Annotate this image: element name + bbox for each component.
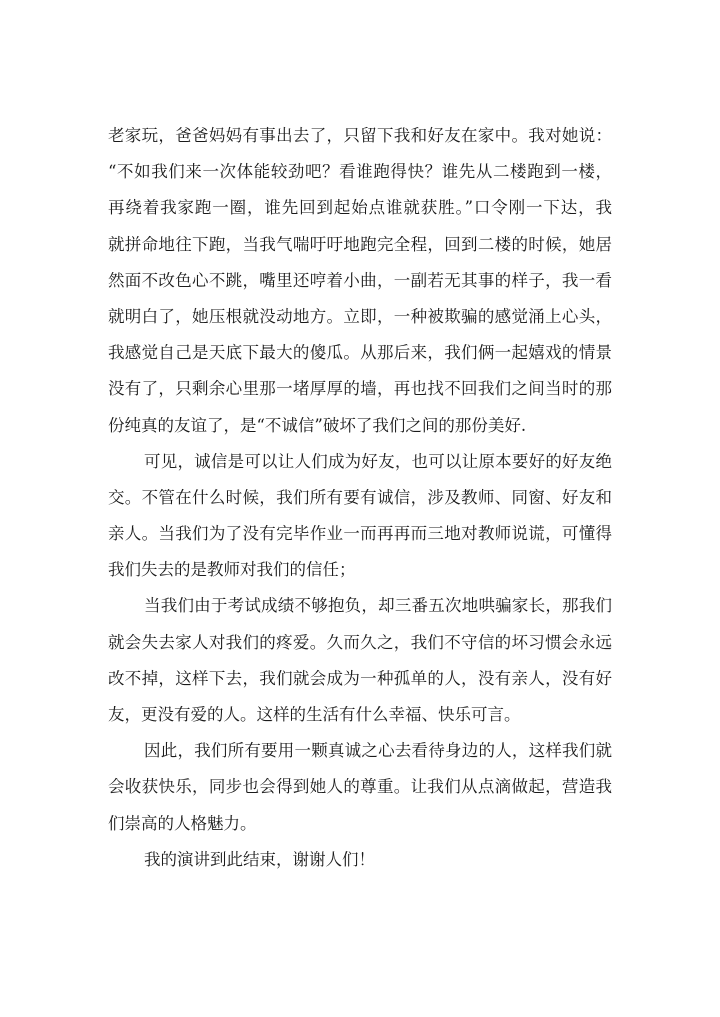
text-line: 我的演讲到此结束，谢谢人们！ xyxy=(144,849,375,869)
paragraph-parents xyxy=(108,588,612,733)
document-body xyxy=(108,118,612,878)
text-line: 改不掉，这样下去，我们就会成为一种孤单的人，没有亲人，没有好 xyxy=(108,668,612,688)
text-line: 份纯真的友谊了，是“不诚信”破坏了我们之间的那份美好. xyxy=(108,415,527,435)
text-line: 们崇高的人格魅力。 xyxy=(108,813,257,833)
text-line: 交。不管在什么时候，我们所有要有诚信，涉及教师、同窗、好友和 xyxy=(108,487,612,507)
paragraph-call-to-action xyxy=(108,733,612,842)
text-line: 再绕着我家跑一圈，谁先回到起始点谁就获胜。”口令刚一下达，我 xyxy=(108,198,612,218)
text-line: 然面不改色心不跳，嘴里还哼着小曲，一副若无其事的样子，我一看 xyxy=(108,270,612,290)
text-line: “不如我们来一次体能较劲吧？看谁跑得快？谁先从二楼跑到一楼， xyxy=(108,162,612,182)
text-line: 就拼命地往下跑，当我气喘吁吁地跑完全程，回到二楼的时候，她居 xyxy=(108,234,612,254)
text-line: 友，更没有爱的人。这样的生活有什么幸福、快乐可言。 xyxy=(108,705,521,724)
paragraph-story xyxy=(108,118,612,444)
text-line: 当我们由于考试成绩不够抱负，却三番五次地哄骗家长，那我们 xyxy=(144,596,612,616)
text-line: 亲人。当我们为了没有完毕作业一而再再而三地对教师说谎，可懂得 xyxy=(108,524,612,544)
paragraph-closing xyxy=(108,842,612,878)
text-line: 就会失去家人对我们的疼爱。久而久之，我们不守信的坏习惯会永远 xyxy=(108,632,612,652)
text-line: 老家玩，爸爸妈妈有事出去了，只留下我和好友在家中。我对她说： xyxy=(108,126,612,145)
text-line: 会收获快乐，同步也会得到她人的尊重。让我们从点滴做起，营造我 xyxy=(108,777,612,797)
paragraph-conclusion xyxy=(108,444,612,589)
text-line: 我们失去的是教师对我们的信任； xyxy=(108,560,356,580)
text-line: 就明白了，她压根就没动地方。立即，一种被欺骗的感觉涌上心头， xyxy=(108,306,612,326)
text-line: 没有了，只剩余心里那一堵厚厚的墙，再也找不回我们之间当时的那 xyxy=(108,379,612,399)
text-line: 可见，诚信是可以让人们成为好友，也可以让原本要好的好友绝 xyxy=(144,451,612,471)
text-line: 因此，我们所有要用一颗真诚之心去看待身边的人，这样我们就 xyxy=(144,741,612,761)
text-line: 我感觉自己是天底下最大的傻瓜。从那后来，我们俩一起嬉戏的情景 xyxy=(108,343,612,363)
